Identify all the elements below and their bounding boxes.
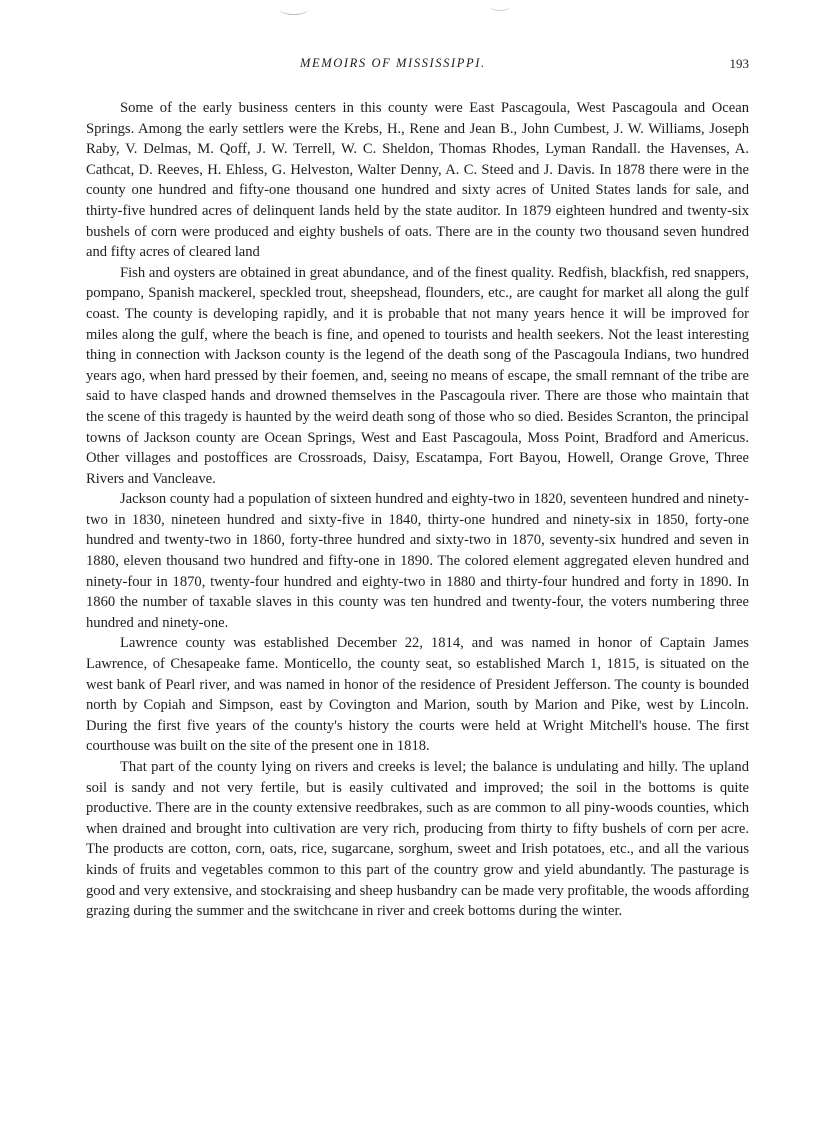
paragraph: Fish and oysters are obtained in great abundance, and of the finest quality. Redfish, blackfish, red snappers, pompano, Spanish mackerel, speckled trout, sheepshead, flounders, etc., are caught for market all along the gulf coast. The county is developing rapidly, and it is probable that not many years hence it will be improved for miles along the gulf, where the beach is fine, and opened to tourists and health seekers. Not the least interesting thing in connection with Jackson county is the legend of the death song of the Pascagoula Indians, two hundred years ago, when hard pressed by their foemen, and, seeing no means of escape, the small remnant of the tribe are said to have clasped hands and drowned themselves in the Pascagoula river. There are those who maintain that the scene of this tragedy is haunted by the weird death song of those who so died. Besides Scranton, the principal towns of Jackson county are Ocean Springs, West and East Pascagoula, Moss Point, Bradford and Americus. Other villages and postoffices are Crossroads, Daisy, Escatampa, Fort Bayou, Howell, Orange Grove, Three Rivers and Vancleave. [86,264,749,487]
scan-mark [280,4,308,15]
scan-mark [490,2,510,11]
body-text [86,98,749,922]
running-head [118,56,749,76]
paragraph: That part of the county lying on rivers and creeks is level; the balance is undulating and hilly. The upland soil is sandy and not very fertile, but is easily cultivated and improved; the soil in the bottoms is quite productive. There are in the county extensive reedbrakes, such as are common to all piny-woods counties, which when drained and brought into cultivation are very rich, producing from thirty to fifty bushels of corn per acre. The products are cotton, corn, oats, rice, sugarcane, sorghum, sweet and Irish potatoes, etc., and all the various kinds of fruits and vegetables common to this part of the country grow and yield abundantly. The pasturage is good and very extensive, and stockraising and sheep husbandry can be made very profitable, the woods affording grazing during the summer and the switchcane in river and creek bottoms during the winter. [86,759,749,920]
running-title: MEMOIRS OF MISSISSIPPI. [300,56,486,70]
paragraph: Lawrence county was established December 22, 1814, and was named in honor of Captain James Lawrence, of Chesapeake fame. Monticello, the county seat, so established March 1, 1815, is situated on the west bank of Pearl river, and was named in honor of the residence of President Jefferson. The county is bounded north by Copiah and Simpson, east by Covington and Marion, south by Marion and Pike, west by Lincoln. During the first five years of the county's history the courts were held at Wright Mitchell's house. The first courthouse was built on the site of the present one in 1818. [86,635,749,755]
page-number: 193 [729,56,749,71]
paragraph: Jackson county had a population of sixteen hundred and eighty-two in 1820, seventeen hundred and ninety-two in 1830, nineteen hundred and sixty-five in 1840, thirty-one hundred and ninety-six in 1850, forty-one hundred and twenty-two in 1860, forty-three hundred and sixty-two in 1870, seventy-six hundred and seven in 1880, eleven thousand two hundred and fifty-one in 1890. The colored element aggregated eleven hundred and ninety-four in 1870, twenty-four hundred and eighty-two in 1880 and thirty-four hundred and forty in 1890. In 1860 the number of taxable slaves in this county was ten hundred and twenty-four, the voters numbering three hundred and ninety-one. [86,491,749,631]
paragraph: Some of the early business centers in this county were East Pascagoula, West Pascagoula and Ocean Springs. Among the early settlers were the Krebs, H., Rene and Jean B., John Cumbest, J. W. Williams, Joseph Raby, V. Delmas, M. Qoff, J. W. Terrell, W. C. Sheldon, Thomas Rhodes, Lyman Randall. the Havenses, A. Cathcat, D. Reeves, H. Ehless, G. Helveston, Walter Denny, A. C. Steed and J. Davis. In 1878 there were in the county one hundred and fifty-one thousand one hundred and sixty acres of United States lands for sale, and thirty-five hundred acres of delinquent lands held by the state auditor. In 1879 eighteen hundred and twenty-six bushels of corn were produced and eighty bushels of oats. There are in the county two thousand seven hundred and fifty acres of cleared land [86,100,749,261]
